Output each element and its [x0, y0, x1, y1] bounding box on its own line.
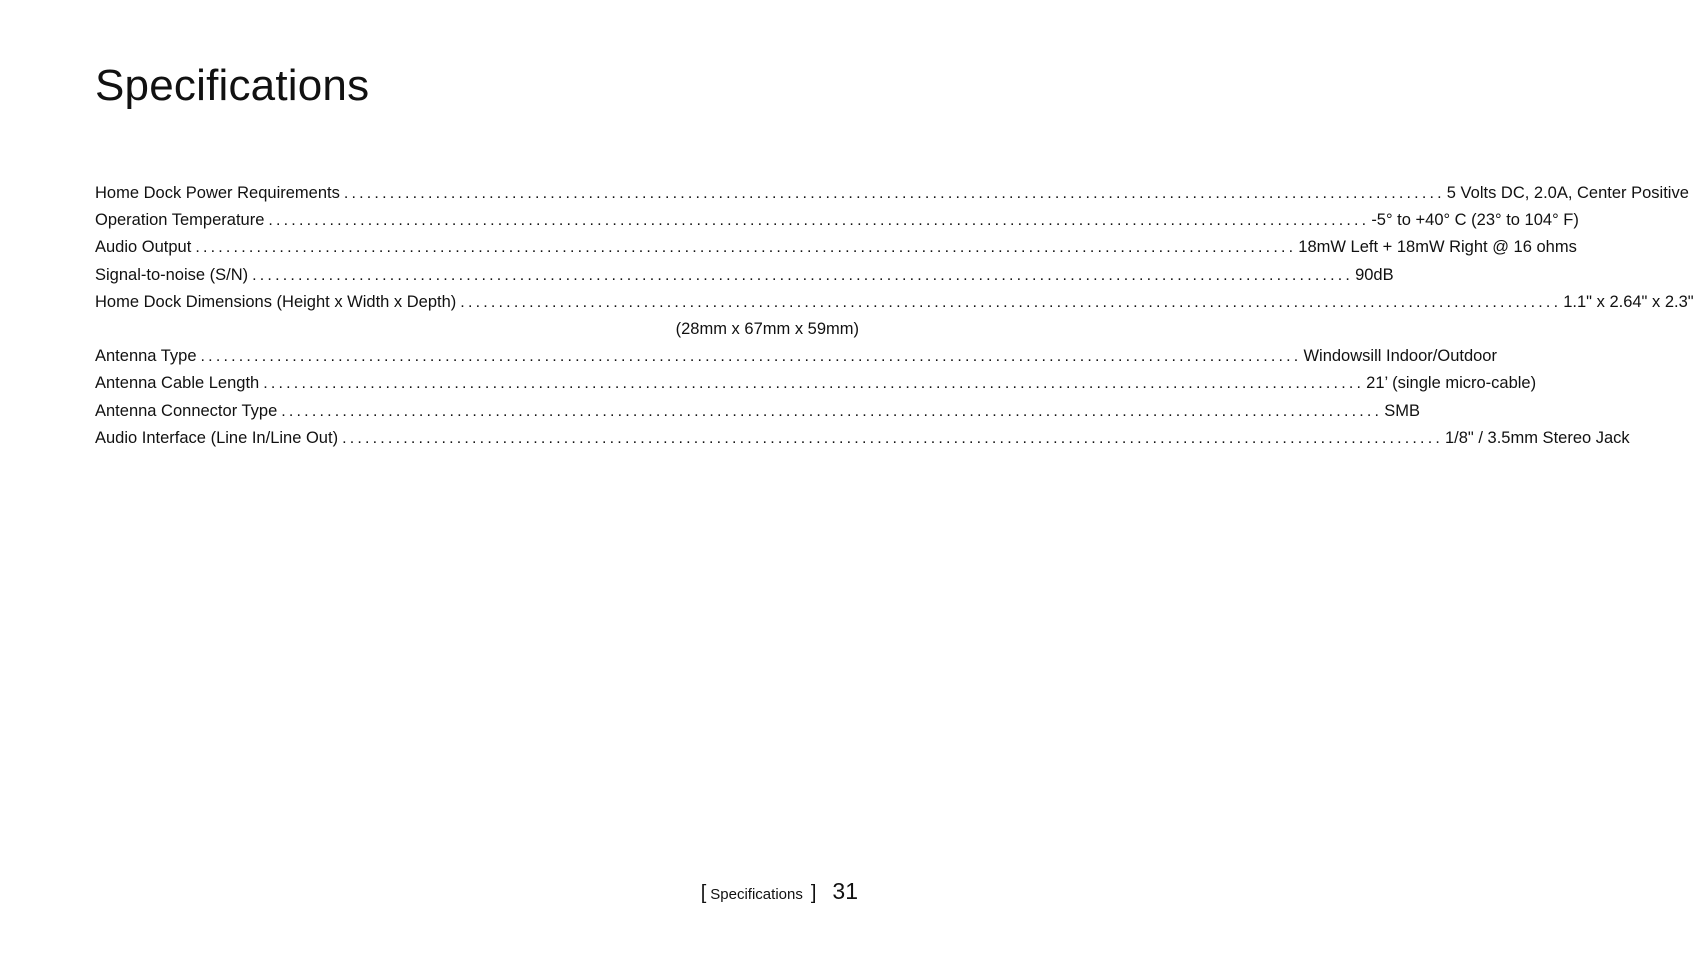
spec-label: Signal-to-noise (S/N): [95, 265, 249, 284]
spec-list: [95, 184, 1694, 456]
spec-row: [95, 374, 1537, 401]
dot-leader: ................................................................................................................................................: [263, 375, 1365, 393]
page-number: 31: [832, 878, 858, 904]
spec-label: Operation Temperature: [95, 211, 265, 230]
spec-value: 21’ (single micro-cable): [1366, 374, 1537, 393]
spec-label: Antenna Cable Length: [95, 374, 260, 393]
spec-value: SMB: [1384, 401, 1420, 420]
spec-value: 90dB: [1355, 265, 1394, 284]
spec-label: Audio Output: [95, 238, 192, 257]
spec-value: 1/8" / 3.5mm Stereo Jack: [1445, 428, 1630, 447]
spec-label: Antenna Connector Type: [95, 401, 278, 420]
page-title: Specifications: [95, 61, 370, 110]
spec-row: [95, 184, 1689, 211]
dot-leader: ................................................................................................................................................: [268, 212, 1370, 230]
spec-label: Home Dock Power Requirements: [95, 184, 340, 202]
footer-section-name: Specifications: [710, 886, 803, 903]
dot-leader: ................................................................................................................................................: [252, 266, 1354, 284]
spec-row: [95, 347, 1497, 374]
spec-continuation: [95, 320, 859, 347]
spec-row: [95, 292, 1694, 320]
spec-row: [95, 401, 1420, 429]
spec-label: Audio Interface (Line In/Line Out): [95, 428, 339, 447]
dot-leader: ................................................................................................................................................: [460, 293, 1562, 311]
spec-value: 18mW Left + 18mW Right @ 16 ohms: [1298, 238, 1577, 257]
spec-label: Antenna Type: [95, 347, 197, 366]
spec-value: Windowsill Indoor/Outdoor: [1303, 347, 1497, 366]
spec-row: [95, 238, 1577, 265]
spec-row: [95, 211, 1579, 238]
dot-leader: ................................................................................................................................................: [195, 239, 1297, 257]
footer-bracket-close: ]: [810, 882, 817, 904]
dot-leader: ................................................................................................................................................: [342, 429, 1443, 447]
spec-value: -5° to +40° C (23° to 104° F): [1371, 211, 1579, 230]
spec-row: [95, 265, 1394, 293]
dot-leader: ................................................................................................................................................: [200, 348, 1302, 366]
dot-leader: ................................................................................................................................................: [343, 185, 1445, 202]
spec-value-metric: (28mm x 67mm x 59mm): [675, 319, 859, 338]
dot-leader: ................................................................................................................................................: [281, 402, 1383, 420]
page-footer: [701, 878, 858, 905]
spec-value: 5 Volts DC, 2.0A, Center Positive: [1446, 184, 1689, 202]
footer-bracket-open: [: [700, 882, 707, 904]
spec-label: Home Dock Dimensions (Height x Width x Depth): [95, 292, 457, 311]
spec-value: 1.1" x 2.64" x 2.3": [1563, 292, 1694, 311]
spec-row: [95, 428, 1630, 456]
